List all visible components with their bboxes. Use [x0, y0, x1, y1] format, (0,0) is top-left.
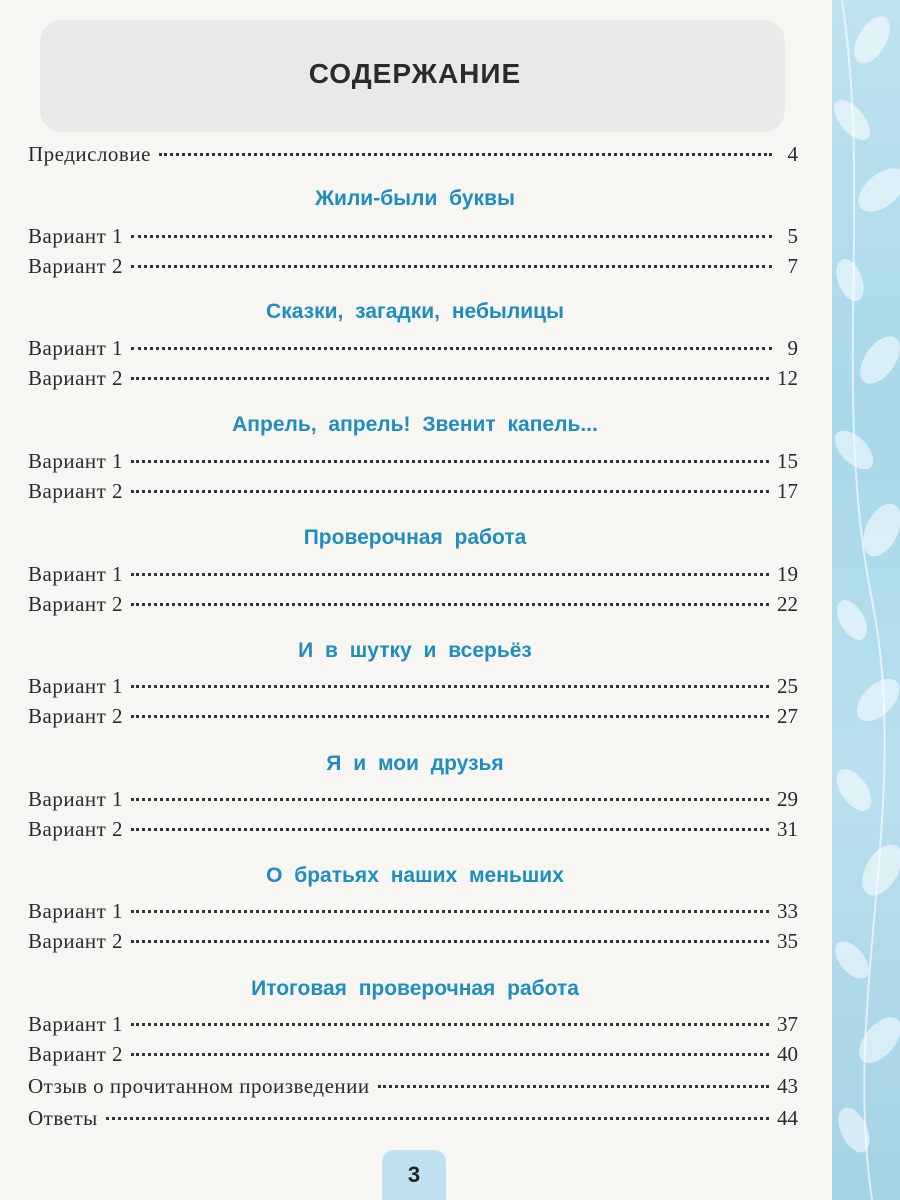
entry-page: 4: [787, 142, 798, 166]
toc-entry-variant[interactable]: [28, 224, 798, 252]
entry-label: Вариант 1: [28, 336, 124, 360]
entry-label: Вариант 1: [28, 674, 124, 698]
page-number: 3: [382, 1150, 446, 1200]
toc-entry-variant[interactable]: [28, 899, 798, 927]
toc-entry-variant[interactable]: [28, 366, 798, 394]
dot-leader: [131, 1023, 769, 1026]
dot-leader: [131, 460, 769, 463]
entry-label: Вариант 1: [28, 899, 124, 923]
toc-entry-variant[interactable]: [28, 674, 798, 702]
entry-page: 7: [787, 254, 798, 278]
toc-entry-variant[interactable]: [28, 592, 798, 620]
dot-leader: [131, 603, 769, 606]
entry-page: 25: [777, 674, 798, 698]
entry-label: Вариант 2: [28, 479, 124, 503]
entry-label: Вариант 1: [28, 224, 124, 248]
dot-leader: [131, 235, 772, 238]
entry-label: Вариант 2: [28, 1042, 124, 1066]
toc-entry-variant[interactable]: [28, 449, 798, 477]
dot-leader: [131, 910, 769, 913]
toc-entry-variant[interactable]: [28, 929, 798, 957]
toc-entry-variant[interactable]: [28, 1042, 798, 1070]
dot-leader: [106, 1117, 769, 1120]
dot-leader: [131, 265, 772, 268]
entry-label: Вариант 1: [28, 787, 124, 811]
toc-entry-variant[interactable]: [28, 479, 798, 507]
entry-page: 15: [777, 449, 798, 473]
entry-page: 29: [777, 787, 798, 811]
toc-entry-variant[interactable]: [28, 787, 798, 815]
entry-page: 27: [777, 704, 798, 728]
entry-page: 44: [777, 1106, 798, 1130]
entry-label: Предисловие: [28, 142, 151, 166]
entry-label: Вариант 2: [28, 592, 124, 616]
dot-leader: [131, 715, 769, 718]
entry-label: Вариант 2: [28, 254, 124, 278]
entry-label: Вариант 2: [28, 817, 124, 841]
section-heading: О братьях наших меньших: [266, 864, 564, 887]
dot-leader: [159, 153, 772, 156]
page-title: СОДЕРЖАНИЕ: [308, 58, 522, 89]
toc-entry-variant[interactable]: [28, 817, 798, 845]
toc-entry-variant[interactable]: [28, 254, 798, 282]
entry-page: 19: [777, 562, 798, 586]
entry-label: Вариант 1: [28, 562, 124, 586]
toc-entry-variant[interactable]: [28, 704, 798, 732]
entry-label: Ответы: [28, 1106, 98, 1130]
section-heading: Я и мои друзья: [326, 752, 504, 775]
toc-entry-variant[interactable]: [28, 336, 798, 364]
section-heading: Жили-были буквы: [315, 187, 515, 210]
dot-leader: [131, 798, 769, 801]
dot-leader: [131, 377, 769, 380]
dot-leader: [131, 573, 769, 576]
dot-leader: [131, 347, 772, 350]
dot-leader: [131, 1053, 769, 1056]
dot-leader: [131, 940, 769, 943]
entry-page: 40: [777, 1042, 798, 1066]
section-heading: Проверочная работа: [303, 526, 527, 549]
entry-page: 12: [777, 366, 798, 390]
entry-page: 5: [787, 224, 798, 248]
toc-entry-preface[interactable]: [28, 142, 798, 170]
entry-page: 9: [787, 336, 798, 360]
dot-leader: [131, 828, 769, 831]
entry-label: Отзыв о прочитанном произведении: [28, 1074, 370, 1098]
dot-leader: [378, 1085, 769, 1088]
toc-entry-variant[interactable]: [28, 1012, 798, 1040]
entry-page: 31: [777, 817, 798, 841]
entry-page: 22: [777, 592, 798, 616]
entry-page: 17: [777, 479, 798, 503]
entry-label: Вариант 2: [28, 929, 124, 953]
toc-entry-review[interactable]: [28, 1074, 798, 1102]
entry-label: Вариант 1: [28, 449, 124, 473]
entry-page: 37: [777, 1012, 798, 1036]
entry-page: 43: [777, 1074, 798, 1098]
toc-entry-variant[interactable]: [28, 562, 798, 590]
dot-leader: [131, 490, 769, 493]
entry-label: Вариант 2: [28, 366, 124, 390]
section-heading: Итоговая проверочная работа: [251, 977, 579, 1000]
entry-page: 33: [777, 899, 798, 923]
section-heading: Апрель, апрель! Звенит капель...: [232, 413, 598, 436]
section-heading: Сказки, загадки, небылицы: [266, 300, 564, 323]
entry-label: Вариант 1: [28, 1012, 124, 1036]
entry-label: Вариант 2: [28, 704, 124, 728]
dot-leader: [131, 685, 769, 688]
section-heading: И в шутку и всерьёз: [298, 639, 532, 662]
toc-entry-answers[interactable]: [28, 1106, 798, 1134]
entry-page: 35: [777, 929, 798, 953]
